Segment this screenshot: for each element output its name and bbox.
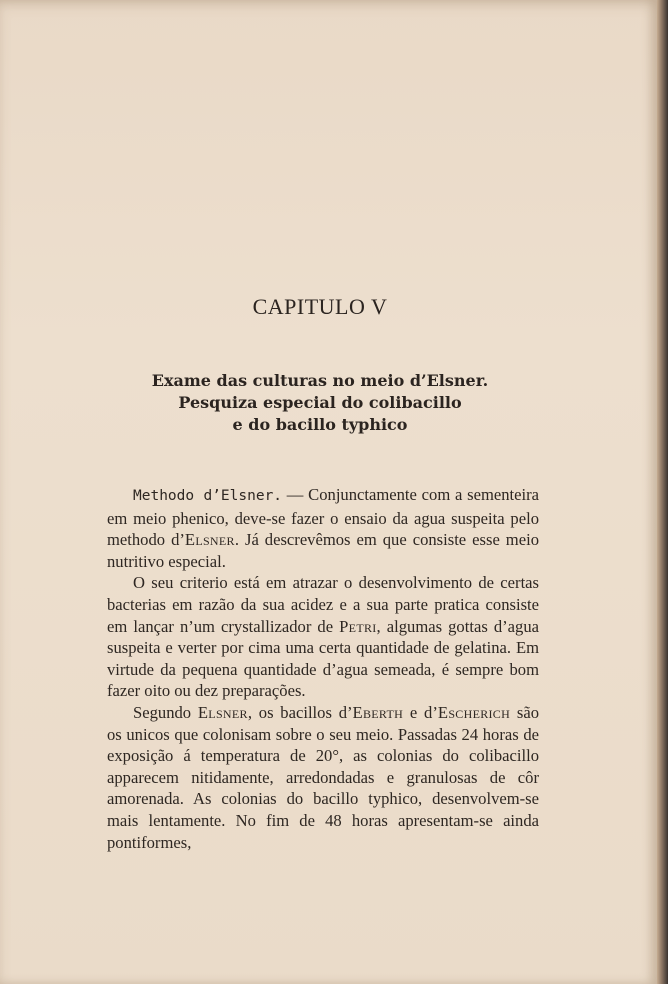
- text-run: . Já descrevêmos em que consiste esse meio nutritivo especial.: [107, 530, 539, 571]
- text-run: são os unicos que colonisam sobre o seu meio. Passadas 24 horas de exposição á temperatura de 20°, as colonias do colibacillo apparecem nitidamente, arredondadas e granulosas de côr amorenada. As colonias do bacillo typhico, desenvolvem-se mais lentamente. No fim de 48 horas apresentam-se ainda pontiformes,: [107, 702, 539, 852]
- paragraph: [107, 702, 539, 853]
- text-run: e d’: [403, 702, 438, 722]
- text-run: Segundo: [133, 702, 198, 722]
- text-run: — Conjunctamente com a sementeira em meio phenico, deve-se fazer o ensaio da agua suspeita pelo methodo d’: [107, 485, 540, 550]
- page-edge: [657, 0, 668, 984]
- author-name: Petri: [339, 616, 377, 636]
- text-run: O seu criterio está em atrazar o desenvolvimento de certas bacterias em razão da sua acidez e a sua parte pratica consiste em lançar n’um crystallizador de: [107, 573, 539, 636]
- chapter-heading: CAPITULO V: [252, 294, 388, 319]
- text-run: , os bacillos d’: [247, 702, 353, 722]
- chapter-subtitle: [0, 370, 640, 436]
- text-run: , algumas gottas d’agua suspeita e verter por cima uma certa quantidade de gelatina. Em virtude da pequena quantidade d’agua semeada, é sempre bom fazer oito ou dez preparações.: [107, 616, 539, 701]
- subtitle-line: Exame das culturas no meio d’Elsner.: [151, 371, 489, 390]
- author-name: Elsner: [197, 702, 248, 722]
- author-name: Escherich: [437, 702, 511, 722]
- author-name: Eberth: [352, 702, 404, 722]
- paragraph-lead: Methodo d’Elsner.: [133, 488, 283, 504]
- subtitle-line: e do bacillo typhico: [232, 415, 408, 434]
- body-text: [107, 484, 539, 853]
- author-name: Elsner: [184, 530, 235, 550]
- paragraph: [107, 484, 539, 572]
- subtitle-line: Pesquiza especial do colibacillo: [178, 393, 462, 412]
- paragraph: [107, 572, 539, 702]
